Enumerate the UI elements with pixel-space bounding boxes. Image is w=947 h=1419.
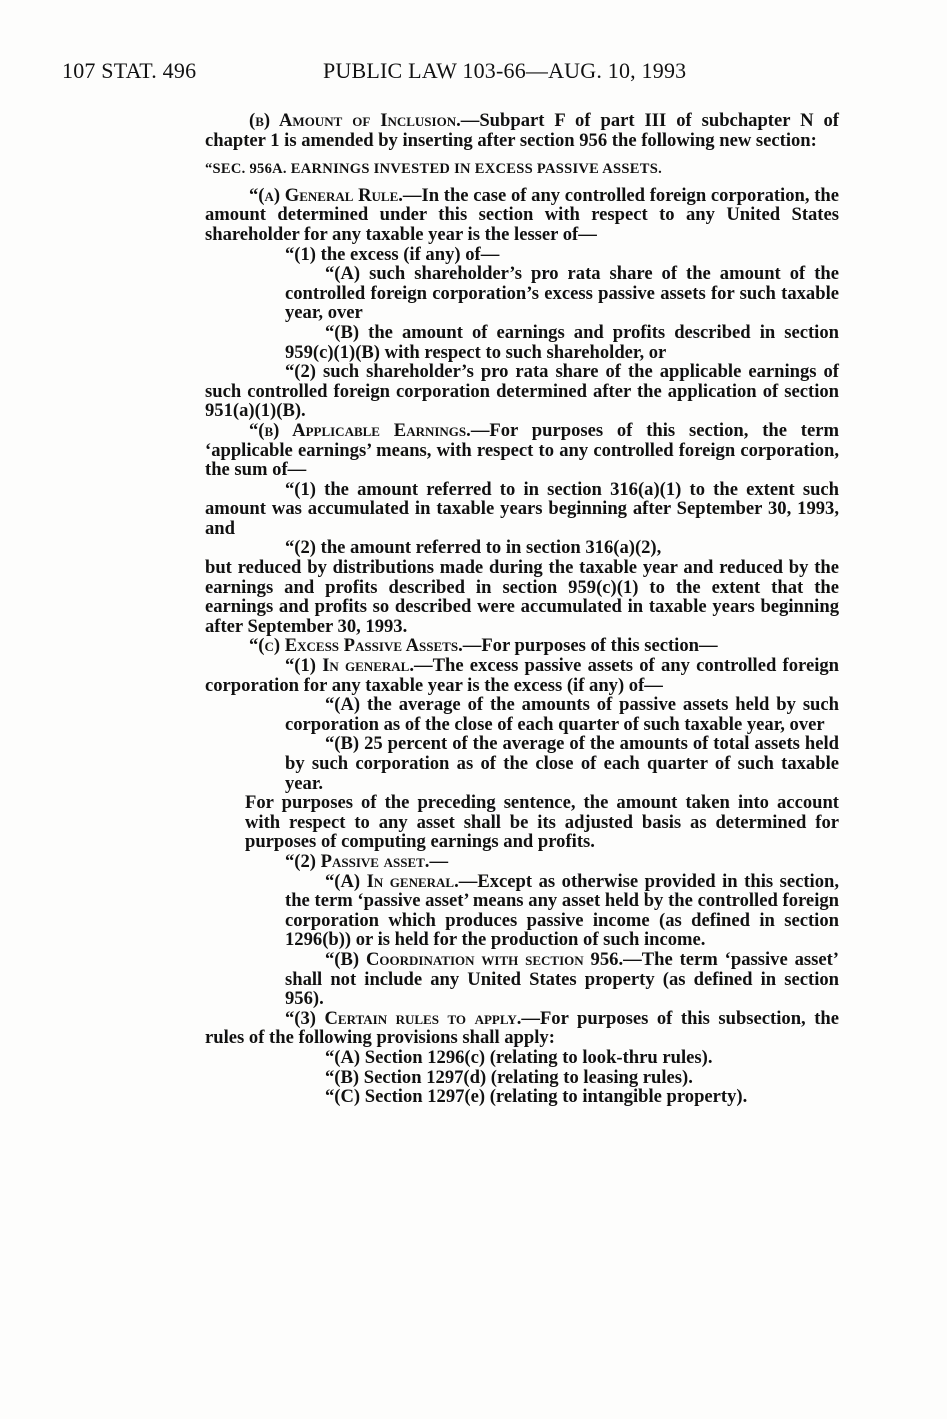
subsection-text: —Subpart F of part III of subchapter N of chapter 1 is amended by inserting after section 956 the following new section: bbox=[205, 110, 839, 151]
subparagraph-text: —Except as otherwise provided in this section, the term ‘passive asset’ means any asset held by the controlled foreign corporation which produces passive income (as defined in section 1296(b)) or is held for the production of such income. bbox=[285, 870, 840, 951]
paragraph-a2: “(2) such shareholder’s pro rata share of the applicable earnings of such controlled foreign corporation determined after the application of section 951(a)(1)(B). bbox=[205, 361, 839, 422]
paragraph-a1: “(1) the excess (if any) of— bbox=[285, 243, 500, 265]
page-header bbox=[62, 58, 752, 88]
paragraph-text: — bbox=[429, 850, 449, 872]
subsection-heading: “(b) Applicable Earnings. bbox=[249, 419, 471, 441]
subparagraph-a1B: “(B) the amount of earnings and profits described in section 959(c)(1)(B) with respect to such shareholder, or bbox=[285, 321, 839, 363]
subsection-b-tail: but reduced by distributions made during the taxable year and reduced by the earnings and profits described in section 959(c)(1) to the extent that the earnings and profits so described were accumulated in taxable years beginning after September 30, 1993. bbox=[205, 557, 839, 637]
paragraph-text: —The excess passive assets of any controlled foreign corporation for any taxable year is the excess (if any) of— bbox=[205, 655, 839, 696]
subsection-text: —For purposes of this section— bbox=[462, 635, 718, 657]
paragraph-c2 bbox=[205, 852, 839, 872]
statute-body bbox=[205, 111, 839, 1107]
subparagraph-heading: “(A) In general. bbox=[325, 870, 459, 892]
subsection-heading: “(a) General Rule. bbox=[249, 184, 403, 206]
paragraph-heading: “(1) In general. bbox=[285, 655, 414, 677]
subparagraph-c3A: “(A) Section 1296(c) (relating to look-thru rules). bbox=[325, 1046, 713, 1068]
paragraph-text: —For purposes of this subsection, the rules of the following provisions shall apply: bbox=[205, 1007, 839, 1049]
public-law-title: PUBLIC LAW 103-66—AUG. 10, 1993 bbox=[323, 58, 687, 83]
subparagraph-text: —The term ‘passive asset’ shall not include any United States property (as defined in section 956). bbox=[285, 948, 839, 1010]
paragraph-c1-tail: For purposes of the preceding sentence, the amount taken into account with respect to any asset shall be its adjusted basis as determined for purposes of computing earnings and profits. bbox=[245, 792, 839, 853]
subparagraph-a1A: “(A) such shareholder’s pro rata share of the amount of the controlled foreign corporation’s excess passive assets for such taxable year, over bbox=[285, 263, 839, 324]
subsection-a bbox=[205, 186, 839, 245]
subparagraph-c1B: “(B) 25 percent of the average of the amounts of total assets held by such corporation as of the close of each quarter of such taxable year. bbox=[285, 733, 839, 794]
subparagraph-c2B bbox=[205, 950, 839, 1009]
subsection-heading: (b) Amount of Inclusion. bbox=[249, 110, 461, 131]
paragraph-c1 bbox=[205, 656, 839, 695]
paragraph-heading: “(2) Passive asset. bbox=[285, 850, 430, 872]
subparagraph-c1A: “(A) the average of the amounts of passive assets held by such corporation as of the close of each quarter of such taxable year, over bbox=[285, 694, 839, 735]
subsection-b-amendment bbox=[205, 111, 839, 150]
subparagraph-heading: “(B) Coordination with section 956. bbox=[325, 948, 624, 970]
subsection-c bbox=[205, 636, 839, 656]
subparagraph-c3B: “(B) Section 1297(d) (relating to leasing rules). bbox=[325, 1066, 693, 1088]
paragraph-b1: “(1) the amount referred to in section 316(a)(1) to the extent such amount was accumulated in taxable years beginning after September 30, 1993, and bbox=[205, 478, 839, 539]
paragraph-c3 bbox=[205, 1009, 839, 1048]
stat-citation: 107 STAT. 496 bbox=[62, 58, 197, 83]
paragraph-b2: “(2) the amount referred to in section 316(a)(2), bbox=[285, 537, 662, 559]
subsection-b bbox=[205, 421, 839, 480]
paragraph-heading: “(3) Certain rules to apply. bbox=[285, 1007, 522, 1029]
subsection-heading: “(c) Excess Passive Assets. bbox=[249, 635, 463, 657]
subsection-text: —For purposes of this section, the term ‘applicable earnings’ means, with respect to any controlled foreign corporation, the sum of— bbox=[205, 419, 839, 481]
subparagraph-c2A bbox=[205, 872, 839, 950]
subparagraph-c3C: “(C) Section 1297(e) (relating to intangible property). bbox=[325, 1086, 748, 1108]
subsection-text: —In the case of any controlled foreign corporation, the amount determined under this section with respect to any United States shareholder for any taxable year is the lesser of— bbox=[205, 184, 839, 245]
section-heading: “SEC. 956A. EARNINGS INVESTED IN EXCESS PASSIVE ASSETS. bbox=[205, 161, 663, 178]
